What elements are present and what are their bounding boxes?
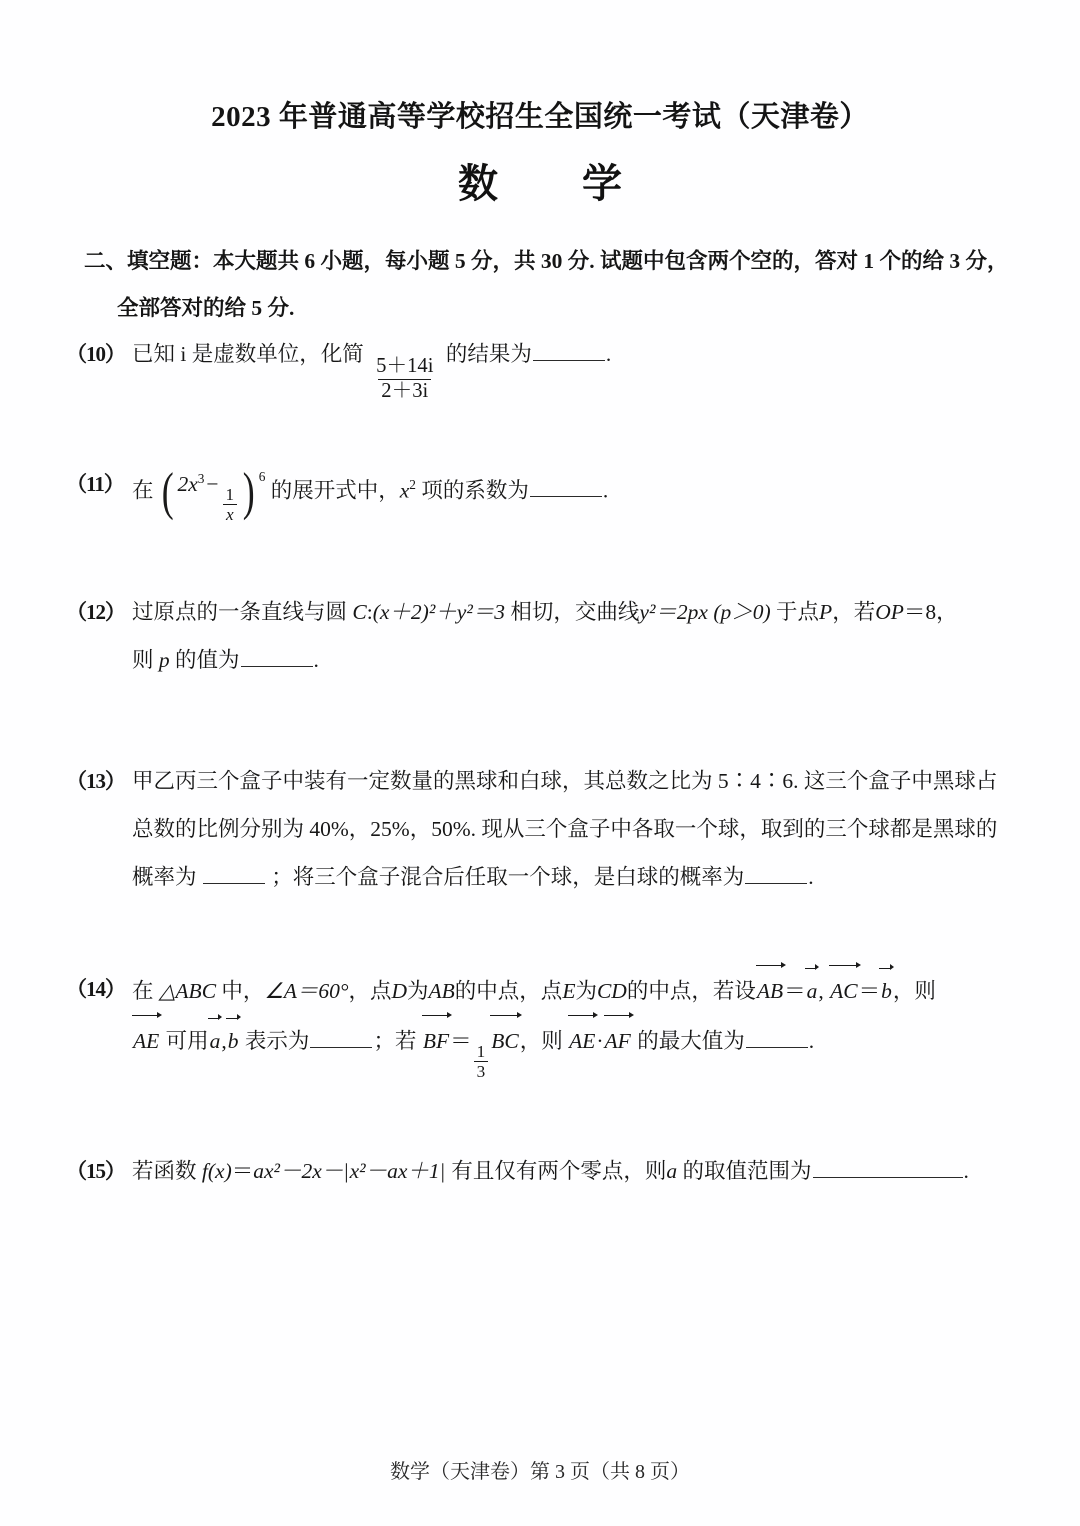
q14-segment-cd: CD	[596, 979, 627, 1003]
q15-variable: a	[666, 1159, 678, 1183]
q13-answer-blank-1[interactable]	[203, 883, 265, 884]
q12-variable: p	[158, 648, 170, 672]
left-paren-icon: (	[161, 462, 174, 521]
q15-tail: 的取值范围为	[682, 1159, 812, 1183]
q14-comma-2: ,	[221, 1029, 227, 1053]
question-13	[66, 757, 1026, 901]
q12-op-value: ＝8，	[903, 600, 958, 624]
q12-line-1	[132, 588, 1026, 636]
vector-arrow-icon	[879, 964, 894, 972]
q14-angle-a: ∠A＝60°	[264, 979, 349, 1003]
q15-function-name: f(x)	[201, 1159, 232, 1183]
q13-answer-blank-2[interactable]	[745, 883, 807, 884]
question-13-number: （13）	[66, 769, 125, 793]
question-10-body	[132, 330, 1026, 402]
q14-mid-1: 中，	[221, 979, 265, 1003]
q10-fraction-denominator: 2＋3i	[378, 379, 431, 402]
q15-equals: ＝	[231, 1159, 254, 1183]
section-heading	[84, 238, 1020, 332]
vector-arrow-icon	[829, 961, 860, 970]
q12-op-label: OP	[875, 600, 904, 624]
right-paren-icon: )	[242, 462, 255, 521]
vector-arrow-icon	[756, 961, 786, 970]
q14-vector-ab: AB	[757, 965, 783, 1015]
q14-triangle-abc: △ABC	[158, 979, 217, 1003]
q11-outer-exponent: 6	[258, 468, 266, 484]
q14-answer-blank-2[interactable]	[746, 1047, 808, 1048]
q11-fraction	[223, 486, 238, 525]
q11-base-exponent: 3	[197, 470, 205, 486]
section-line-1: 本大题共 6 小题，每小题 5 分，共 30 分. 试题中包含两个空的，答对 1 个的给 3 分，	[213, 249, 1009, 273]
q14-lead: 在	[132, 979, 154, 1003]
question-11-number: （11）	[66, 472, 124, 496]
q14-line2-mid-3: ，则	[519, 1029, 563, 1053]
q11-variable-exponent: 2	[409, 477, 416, 493]
vector-arrow-icon	[226, 1014, 241, 1022]
q15-mid: 有且仅有两个零点，则	[451, 1159, 667, 1183]
q12-circle-label: C	[352, 600, 367, 624]
subject-title: 数 学	[458, 161, 644, 206]
q13-line-1: 甲乙丙三个盒子中装有一定数量的黑球和白球，其总数之比为 5∶4∶6. 这三个盒子中黑球占	[132, 769, 998, 793]
q14-eq-3: ＝	[450, 1029, 472, 1053]
q12-lead: 过原点的一条直线与圆	[132, 600, 348, 624]
q11-minus: −	[206, 472, 219, 496]
q12-period: .	[313, 648, 319, 672]
q11-tail: 项的系数为	[421, 478, 529, 503]
question-11	[66, 460, 1026, 524]
q14-eq-1: ＝	[784, 979, 806, 1003]
section-label: 二、填空题：	[84, 249, 214, 273]
q14-line-2	[132, 1015, 1026, 1081]
q11-mid: 的展开式中，	[270, 478, 400, 503]
q13-period: .	[808, 865, 814, 889]
q11-base-term: 2x	[177, 472, 198, 496]
q14-mid-5: 为	[575, 979, 597, 1003]
question-15	[66, 1147, 1026, 1195]
q12-colon: :	[366, 600, 373, 624]
q11-fraction-denominator: x	[223, 504, 237, 524]
q14-vector-a-2: a	[210, 1017, 221, 1065]
q14-semicolon: ；若	[373, 1029, 417, 1053]
q14-line-1	[132, 965, 1026, 1015]
q10-fraction-numerator: 5＋14i	[376, 355, 434, 378]
question-10	[66, 330, 1026, 402]
q13-mid: ；将三个盒子混合后任取一个球，是白球的概率为	[271, 865, 745, 889]
q12-point-label: P	[819, 600, 833, 624]
question-12-number: （12）	[66, 600, 125, 624]
q14-line2-mid-1: 可用	[165, 1029, 209, 1053]
question-12	[66, 588, 1026, 684]
q10-lead: 已知	[132, 342, 176, 366]
q14-vector-b: b	[881, 967, 892, 1015]
q10-mid: 是虚数单位，化简	[191, 342, 364, 366]
q14-line1-tail: ，则	[892, 979, 936, 1003]
q15-abs-close: |	[440, 1159, 445, 1183]
question-12-body	[132, 588, 1026, 684]
q12-answer-blank[interactable]	[241, 666, 313, 667]
q14-point-e: E	[562, 979, 576, 1003]
q14-fraction-numerator: 1	[476, 1041, 486, 1061]
q14-vector-ac: AC	[830, 965, 857, 1015]
q14-mid-3: 为	[407, 979, 429, 1003]
q14-vector-af: AF	[605, 1015, 631, 1065]
q14-eq-2: ＝	[858, 979, 881, 1003]
q11-variable: x	[399, 478, 410, 503]
q14-point-d: D	[391, 979, 407, 1003]
q14-mid-4: 的中点，点	[454, 979, 563, 1003]
section-line-2: 全部答对的给 5 分.	[117, 296, 295, 320]
question-14-body	[132, 965, 1026, 1081]
q10-tail: 的结果为	[445, 342, 532, 366]
q12-line2-tail: 的值为	[175, 648, 240, 672]
q12-mid-3: ，若	[832, 600, 876, 624]
vector-arrow-icon	[208, 1014, 223, 1022]
q14-line2-mid-2: 表示为	[244, 1029, 310, 1053]
q10-period: .	[605, 342, 612, 366]
q14-dot-product-operator: ·	[596, 1029, 604, 1053]
page-footer: 数学（天津卷）第 3 页（共 8 页）	[390, 1461, 690, 1483]
q13-line-2: 总数的比例分别为 40%，25%，50%. 现从三个盒子中各取一个球，取到的三个球都是黑球的	[132, 817, 998, 841]
question-14	[66, 965, 1026, 1081]
question-10-number: （10）	[66, 342, 125, 366]
question-15-body	[132, 1147, 1026, 1195]
q14-fraction-one-third	[474, 1043, 489, 1082]
q12-mid-2: 于点	[776, 600, 820, 624]
q10-imaginary-unit: i	[180, 342, 187, 366]
q11-power-expression	[159, 460, 258, 524]
q15-abs-open: |	[344, 1159, 349, 1183]
q10-fraction	[373, 356, 436, 402]
q11-period: .	[602, 478, 609, 503]
q14-line2-tail: 的最大值为	[637, 1029, 745, 1053]
q11-fraction-numerator: 1	[225, 484, 235, 504]
q10-answer-blank[interactable]	[533, 360, 605, 361]
question-15-number: （15）	[66, 1159, 125, 1183]
q11-lead: 在	[132, 478, 154, 503]
q15-lead: 若函数	[132, 1159, 197, 1183]
q14-segment-ab: AB	[428, 979, 455, 1003]
q14-vector-bf: BF	[423, 1015, 449, 1065]
q14-vector-a: a	[807, 967, 818, 1015]
q12-line-2	[132, 636, 1026, 684]
q14-mid-2: ，点	[348, 979, 392, 1003]
q15-expression-2: x²－ax＋1	[349, 1159, 440, 1183]
q12-mid-1: 相切，交曲线	[510, 600, 640, 624]
q13-lead: 概率为	[132, 865, 197, 889]
q12-line2-lead: 则	[132, 648, 154, 672]
question-11-body	[132, 460, 1026, 524]
q14-comma-1: ,	[818, 979, 824, 1003]
q14-mid-6: 的中点，若设	[626, 979, 756, 1003]
question-14-number: （14）	[66, 977, 125, 1001]
q14-fraction-denominator: 3	[474, 1061, 489, 1081]
q13-line-3	[132, 853, 1026, 901]
q15-period: .	[963, 1159, 969, 1183]
question-13-body	[132, 757, 1026, 901]
q12-curve-equation: y²＝2px	[639, 600, 708, 624]
q11-answer-blank[interactable]	[530, 496, 602, 497]
q14-answer-blank-1[interactable]	[310, 1047, 372, 1048]
q15-expression-1: ax²－2x－	[253, 1159, 344, 1183]
q12-circle-equation: (x＋2)²＋y²＝3	[372, 600, 506, 624]
q12-condition: (p＞0)	[713, 600, 771, 624]
page-title: 2023 年普通高等学校招生全国统一考试（天津卷）	[211, 101, 869, 133]
q14-vector-ae: AE	[133, 1015, 159, 1065]
q14-vector-ae-2: AE	[569, 1015, 595, 1065]
vector-arrow-icon	[805, 964, 820, 972]
q14-period: .	[808, 1029, 815, 1053]
q14-vector-bc: BC	[491, 1015, 518, 1065]
q15-answer-blank[interactable]	[813, 1177, 963, 1178]
q14-vector-b-2: b	[228, 1017, 239, 1065]
